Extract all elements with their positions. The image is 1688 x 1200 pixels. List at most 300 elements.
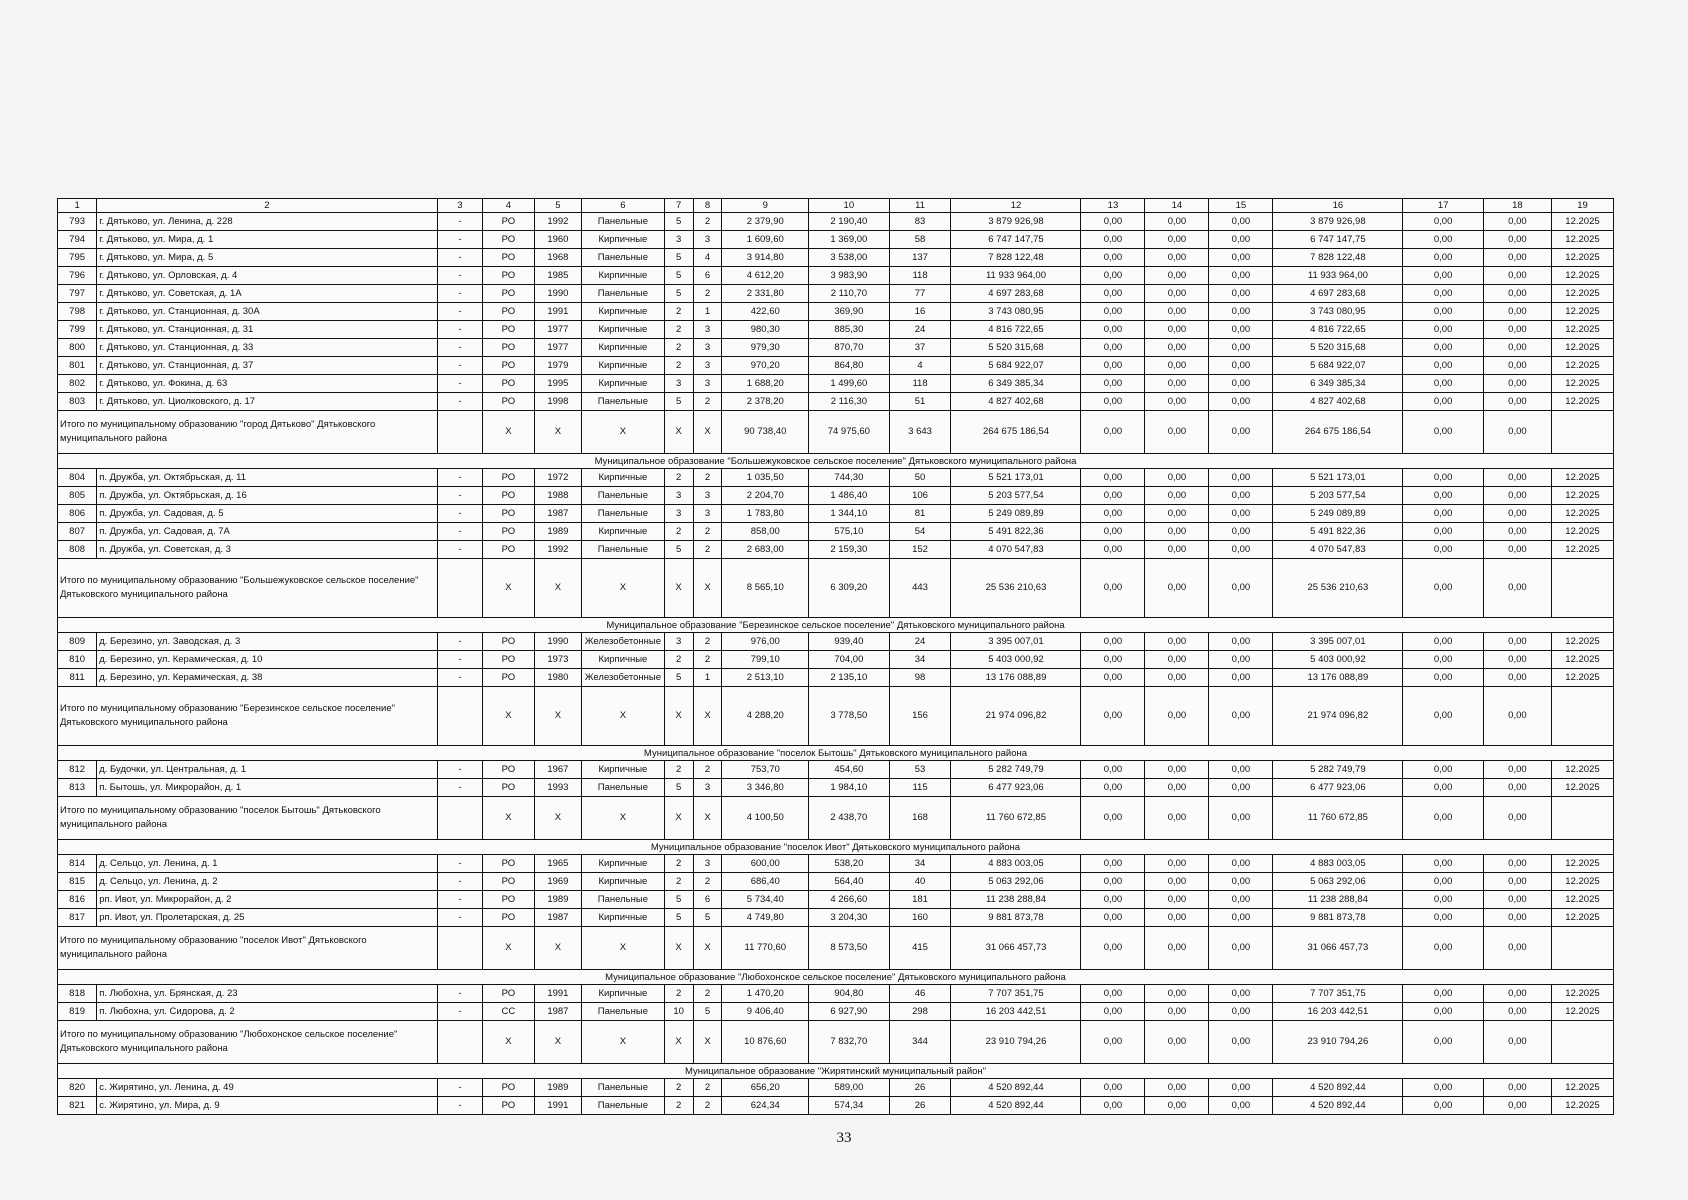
table-cell: 1991 xyxy=(534,303,581,321)
section-heading: Муниципальное образование "поселок Бытошь" Дятьковского муниципального района xyxy=(58,746,1614,761)
column-number: 3 xyxy=(437,199,482,213)
table-cell: 0,00 xyxy=(1145,1003,1209,1021)
table-cell: 4 816 722,65 xyxy=(951,321,1081,339)
table-row xyxy=(58,909,1614,927)
table-cell: 0,00 xyxy=(1145,891,1209,909)
table-cell: 3 983,90 xyxy=(809,267,889,285)
section-heading-row xyxy=(58,454,1614,469)
table-cell: 51 xyxy=(889,393,951,411)
table-cell: - xyxy=(437,873,482,891)
table-cell: 0,00 xyxy=(1403,1097,1483,1115)
subtotal-value: 6 309,20 xyxy=(809,559,889,618)
table-cell: 4 883 003,05 xyxy=(951,855,1081,873)
column-number: 19 xyxy=(1551,199,1613,213)
table-cell: 3 743 080,95 xyxy=(1273,303,1403,321)
table-cell: 744,30 xyxy=(809,469,889,487)
table-cell: 2 xyxy=(664,469,693,487)
table-cell: 50 xyxy=(889,469,951,487)
table-cell: 9 881 873,78 xyxy=(1273,909,1403,927)
table-cell: 137 xyxy=(889,249,951,267)
column-number: 18 xyxy=(1483,199,1551,213)
table-cell: 574,34 xyxy=(809,1097,889,1115)
subtotal-value: 443 xyxy=(889,559,951,618)
table-cell: 0,00 xyxy=(1403,303,1483,321)
not-applicable-mark: X xyxy=(693,411,722,454)
subtotal-value: 0,00 xyxy=(1081,411,1145,454)
table-cell: 0,00 xyxy=(1209,339,1273,357)
not-applicable-mark: X xyxy=(582,559,665,618)
table-cell: РО xyxy=(483,523,535,541)
table-cell: 12.2025 xyxy=(1551,487,1613,505)
table-cell: 11 238 288,84 xyxy=(951,891,1081,909)
table-cell: 3 346,80 xyxy=(722,779,809,797)
table-cell: 816 xyxy=(58,891,97,909)
table-cell xyxy=(1551,1021,1613,1064)
table-cell: 1 035,50 xyxy=(722,469,809,487)
table-cell: 5 xyxy=(664,541,693,559)
table-cell: 600,00 xyxy=(722,855,809,873)
table-cell: 0,00 xyxy=(1145,339,1209,357)
table-row xyxy=(58,1097,1614,1115)
table-cell: 5 xyxy=(664,267,693,285)
table-cell: 1977 xyxy=(534,321,581,339)
table-cell: РО xyxy=(483,985,535,1003)
not-applicable-mark: X xyxy=(582,797,665,840)
table-cell: 152 xyxy=(889,541,951,559)
table-cell: 0,00 xyxy=(1209,393,1273,411)
section-heading-row xyxy=(58,618,1614,633)
table-cell: 0,00 xyxy=(1483,357,1551,375)
table-cell: 0,00 xyxy=(1483,541,1551,559)
table-cell: 1993 xyxy=(534,779,581,797)
table-cell: 0,00 xyxy=(1403,505,1483,523)
table-cell: 1 486,40 xyxy=(809,487,889,505)
table-cell: 3 xyxy=(664,505,693,523)
table-cell: 3 204,30 xyxy=(809,909,889,927)
table-cell: 2 204,70 xyxy=(722,487,809,505)
table-cell: 5 403 000,92 xyxy=(951,651,1081,669)
table-cell: - xyxy=(437,321,482,339)
table-cell: 0,00 xyxy=(1403,487,1483,505)
address-cell: д. Будочки, ул. Центральная, д. 1 xyxy=(97,761,438,779)
table-cell: 0,00 xyxy=(1209,303,1273,321)
table-cell: 2 xyxy=(664,1079,693,1097)
table-cell: РО xyxy=(483,761,535,779)
table-cell: 0,00 xyxy=(1483,505,1551,523)
table-cell: 4 xyxy=(889,357,951,375)
subtotal-value: 0,00 xyxy=(1209,1021,1273,1064)
address-cell: п. Бытошь, ул. Микрорайон, д. 1 xyxy=(97,779,438,797)
table-cell: 5 xyxy=(664,669,693,687)
table-cell: РО xyxy=(483,357,535,375)
table-cell: 799 xyxy=(58,321,97,339)
table-cell: 0,00 xyxy=(1483,855,1551,873)
table-row xyxy=(58,469,1614,487)
table-cell: 2 xyxy=(664,1097,693,1115)
table-cell: 4 266,60 xyxy=(809,891,889,909)
table-cell: 0,00 xyxy=(1403,779,1483,797)
table-cell: 24 xyxy=(889,321,951,339)
table-cell: 1979 xyxy=(534,357,581,375)
subtotal-value: 3 778,50 xyxy=(809,687,889,746)
table-cell: РО xyxy=(483,303,535,321)
table-cell: 181 xyxy=(889,891,951,909)
table-cell: 16 203 442,51 xyxy=(1273,1003,1403,1021)
table-cell: 0,00 xyxy=(1209,469,1273,487)
subtotal-value: 0,00 xyxy=(1145,927,1209,970)
table-cell: 0,00 xyxy=(1483,469,1551,487)
table-cell: 0,00 xyxy=(1145,541,1209,559)
table-cell: 0,00 xyxy=(1081,1097,1145,1115)
table-row xyxy=(58,855,1614,873)
subtotal-value: 0,00 xyxy=(1209,411,1273,454)
table-cell: 0,00 xyxy=(1145,393,1209,411)
table-cell: 0,00 xyxy=(1403,213,1483,231)
table-cell: 12.2025 xyxy=(1551,375,1613,393)
table-cell: 2 513,10 xyxy=(722,669,809,687)
table-cell: 12.2025 xyxy=(1551,909,1613,927)
table-cell: 0,00 xyxy=(1483,761,1551,779)
subtotal-value: 31 066 457,73 xyxy=(1273,927,1403,970)
table-cell: 589,00 xyxy=(809,1079,889,1097)
table-cell: 5 520 315,68 xyxy=(1273,339,1403,357)
table-cell: 1985 xyxy=(534,267,581,285)
table-cell: 4 520 892,44 xyxy=(1273,1079,1403,1097)
table-cell: 0,00 xyxy=(1403,541,1483,559)
not-applicable-mark: X xyxy=(693,927,722,970)
table-cell: - xyxy=(437,469,482,487)
table-cell: 4 883 003,05 xyxy=(1273,855,1403,873)
column-number: 4 xyxy=(483,199,535,213)
address-cell: д. Березино, ул. Керамическая, д. 38 xyxy=(97,669,438,687)
table-row xyxy=(58,321,1614,339)
table-cell: 656,20 xyxy=(722,1079,809,1097)
section-heading: Муниципальное образование "Большежуковское сельское поселение" Дятьковского муниципального района xyxy=(58,454,1614,469)
table-cell: 538,20 xyxy=(809,855,889,873)
table-cell: 40 xyxy=(889,873,951,891)
table-row xyxy=(58,891,1614,909)
table-cell: 3 395 007,01 xyxy=(951,633,1081,651)
table-cell: РО xyxy=(483,505,535,523)
table-cell: 0,00 xyxy=(1145,357,1209,375)
table-cell: 0,00 xyxy=(1209,651,1273,669)
table-cell: 0,00 xyxy=(1403,231,1483,249)
table-cell: 0,00 xyxy=(1081,985,1145,1003)
subtotal-value: 0,00 xyxy=(1145,797,1209,840)
table-cell: 0,00 xyxy=(1209,669,1273,687)
table-cell: 2 xyxy=(693,1079,722,1097)
table-cell: Кирпичные xyxy=(582,651,665,669)
table-cell: 115 xyxy=(889,779,951,797)
table-cell: 9 406,40 xyxy=(722,1003,809,1021)
table-cell: 976,00 xyxy=(722,633,809,651)
not-applicable-mark: X xyxy=(483,411,535,454)
table-cell: 802 xyxy=(58,375,97,393)
subtotal-value: 0,00 xyxy=(1483,411,1551,454)
table-cell: 0,00 xyxy=(1403,393,1483,411)
table-cell: 0,00 xyxy=(1483,985,1551,1003)
subtotal-value: 25 536 210,63 xyxy=(1273,559,1403,618)
table-cell: 81 xyxy=(889,505,951,523)
table-row xyxy=(58,1079,1614,1097)
table-cell: 1989 xyxy=(534,523,581,541)
table-cell: 298 xyxy=(889,1003,951,1021)
table-cell: 1 688,20 xyxy=(722,375,809,393)
table-cell: 0,00 xyxy=(1081,339,1145,357)
table-cell: РО xyxy=(483,213,535,231)
subtotal-value: 0,00 xyxy=(1403,1021,1483,1064)
table-cell xyxy=(437,411,482,454)
subtotal-label: Итого по муниципальному образованию "Любохонское сельское поселение" Дятьковского муниципального района xyxy=(58,1021,438,1064)
not-applicable-mark: X xyxy=(483,797,535,840)
subtotal-value: 0,00 xyxy=(1081,927,1145,970)
table-cell: Панельные xyxy=(582,1079,665,1097)
table-cell: 0,00 xyxy=(1081,285,1145,303)
table-cell: 797 xyxy=(58,285,97,303)
table-cell: 12.2025 xyxy=(1551,855,1613,873)
address-cell: г. Дятьково, ул. Станционная, д. 37 xyxy=(97,357,438,375)
table-cell: 4 520 892,44 xyxy=(951,1097,1081,1115)
table-cell: 794 xyxy=(58,231,97,249)
table-cell: 12.2025 xyxy=(1551,339,1613,357)
table-cell: 3 538,00 xyxy=(809,249,889,267)
subtotal-row xyxy=(58,559,1614,618)
address-cell: д. Сельцо, ул. Ленина, д. 1 xyxy=(97,855,438,873)
address-cell: г. Дятьково, ул. Станционная, д. 33 xyxy=(97,339,438,357)
table-cell: - xyxy=(437,1097,482,1115)
table-cell: - xyxy=(437,393,482,411)
not-applicable-mark: X xyxy=(582,411,665,454)
table-cell: 0,00 xyxy=(1081,669,1145,687)
table-cell: 1 xyxy=(693,669,722,687)
table-cell: 0,00 xyxy=(1209,541,1273,559)
table-cell: 904,80 xyxy=(809,985,889,1003)
table-cell: РО xyxy=(483,487,535,505)
table-cell: 1989 xyxy=(534,891,581,909)
table-cell: Кирпичные xyxy=(582,375,665,393)
table-cell: 1 609,60 xyxy=(722,231,809,249)
subtotal-value: 2 438,70 xyxy=(809,797,889,840)
table-cell: 0,00 xyxy=(1145,1079,1209,1097)
column-number: 17 xyxy=(1403,199,1483,213)
table-cell: 4 070 547,83 xyxy=(951,541,1081,559)
table-cell: 0,00 xyxy=(1483,487,1551,505)
table-cell: 0,00 xyxy=(1209,633,1273,651)
table-cell: 0,00 xyxy=(1483,891,1551,909)
subtotal-value: 90 738,40 xyxy=(722,411,809,454)
subtotal-value: 0,00 xyxy=(1145,687,1209,746)
table-row xyxy=(58,505,1614,523)
table-cell: 0,00 xyxy=(1081,523,1145,541)
table-cell: - xyxy=(437,487,482,505)
table-cell: 0,00 xyxy=(1403,249,1483,267)
not-applicable-mark: X xyxy=(582,927,665,970)
subtotal-value: 11 760 672,85 xyxy=(1273,797,1403,840)
address-cell: п. Дружба, ул. Октябрьская, д. 11 xyxy=(97,469,438,487)
table-cell: 5 403 000,92 xyxy=(1273,651,1403,669)
table-cell: 803 xyxy=(58,393,97,411)
table-cell: 0,00 xyxy=(1403,891,1483,909)
table-cell: 118 xyxy=(889,375,951,393)
not-applicable-mark: X xyxy=(693,797,722,840)
table-cell: 0,00 xyxy=(1081,761,1145,779)
subtotal-value: 156 xyxy=(889,687,951,746)
table-cell: 798 xyxy=(58,303,97,321)
table-cell: Кирпичные xyxy=(582,909,665,927)
table-cell: 0,00 xyxy=(1145,669,1209,687)
table-cell: 2 379,90 xyxy=(722,213,809,231)
table-row xyxy=(58,669,1614,687)
table-cell: 3 743 080,95 xyxy=(951,303,1081,321)
table-cell: 5 249 089,89 xyxy=(951,505,1081,523)
table-cell: 3 xyxy=(664,375,693,393)
subtotal-value: 0,00 xyxy=(1403,411,1483,454)
address-cell: рп. Ивот, ул. Пролетарская, д. 25 xyxy=(97,909,438,927)
table-cell: 2 xyxy=(664,855,693,873)
subtotal-value: 0,00 xyxy=(1081,687,1145,746)
table-cell: 12.2025 xyxy=(1551,231,1613,249)
table-cell: - xyxy=(437,633,482,651)
table-cell: РО xyxy=(483,267,535,285)
column-number: 9 xyxy=(722,199,809,213)
page-number: 33 xyxy=(836,1130,852,1146)
table-cell: 0,00 xyxy=(1403,669,1483,687)
table-cell: 2 683,00 xyxy=(722,541,809,559)
table-cell xyxy=(437,559,482,618)
table-cell: 369,90 xyxy=(809,303,889,321)
table-cell: 0,00 xyxy=(1403,375,1483,393)
table-cell: 0,00 xyxy=(1081,1003,1145,1021)
table-cell: 1990 xyxy=(534,633,581,651)
table-cell: 0,00 xyxy=(1145,909,1209,927)
table-cell: 12.2025 xyxy=(1551,285,1613,303)
table-cell: Кирпичные xyxy=(582,761,665,779)
subtotal-value: 31 066 457,73 xyxy=(951,927,1081,970)
address-cell: г. Дятьково, ул. Орловская, д. 4 xyxy=(97,267,438,285)
table-cell: РО xyxy=(483,469,535,487)
table-cell: РО xyxy=(483,249,535,267)
table-cell: 5 xyxy=(664,213,693,231)
table-cell: 0,00 xyxy=(1403,321,1483,339)
table-cell: 0,00 xyxy=(1145,779,1209,797)
subtotal-value: 8 573,50 xyxy=(809,927,889,970)
table-cell: 801 xyxy=(58,357,97,375)
table-cell: 0,00 xyxy=(1483,213,1551,231)
subtotal-value: 0,00 xyxy=(1483,927,1551,970)
table-cell: 979,30 xyxy=(722,339,809,357)
column-number: 13 xyxy=(1081,199,1145,213)
table-cell: 0,00 xyxy=(1209,761,1273,779)
table-cell: 0,00 xyxy=(1081,213,1145,231)
table-cell: 1 984,10 xyxy=(809,779,889,797)
table-cell: 4 749,80 xyxy=(722,909,809,927)
table-cell: 0,00 xyxy=(1483,231,1551,249)
table-cell: 12.2025 xyxy=(1551,1097,1613,1115)
table-cell: 160 xyxy=(889,909,951,927)
table-cell: 1988 xyxy=(534,487,581,505)
table-cell: 2 xyxy=(693,393,722,411)
table-cell: 12.2025 xyxy=(1551,891,1613,909)
table-cell: 12.2025 xyxy=(1551,321,1613,339)
table-row xyxy=(58,357,1614,375)
table-row xyxy=(58,985,1614,1003)
table-cell: 0,00 xyxy=(1145,873,1209,891)
table-cell: 4 697 283,68 xyxy=(1273,285,1403,303)
subtotal-value: 0,00 xyxy=(1483,1021,1551,1064)
table-cell: 4 612,20 xyxy=(722,267,809,285)
table-cell: Кирпичные xyxy=(582,985,665,1003)
table-cell: 808 xyxy=(58,541,97,559)
table-cell: РО xyxy=(483,855,535,873)
table-cell: 2 xyxy=(664,873,693,891)
table-cell: 2 xyxy=(693,761,722,779)
table-cell: 0,00 xyxy=(1483,633,1551,651)
table-cell: 1969 xyxy=(534,873,581,891)
table-cell: 870,70 xyxy=(809,339,889,357)
table-cell: 980,30 xyxy=(722,321,809,339)
table-cell: 13 176 088,89 xyxy=(951,669,1081,687)
table-cell: 6 xyxy=(693,267,722,285)
table-cell: 6 xyxy=(693,891,722,909)
table-cell: 1989 xyxy=(534,1079,581,1097)
table-cell: 53 xyxy=(889,761,951,779)
table-cell: 0,00 xyxy=(1403,523,1483,541)
subtotal-value: 11 760 672,85 xyxy=(951,797,1081,840)
address-cell: с. Жирятино, ул. Ленина, д. 49 xyxy=(97,1079,438,1097)
table-cell: 106 xyxy=(889,487,951,505)
table-cell: 12.2025 xyxy=(1551,303,1613,321)
table-cell: 0,00 xyxy=(1483,303,1551,321)
table-cell: 5 521 173,01 xyxy=(1273,469,1403,487)
table-row xyxy=(58,285,1614,303)
table-cell: 12.2025 xyxy=(1551,761,1613,779)
table-row xyxy=(58,231,1614,249)
table-cell: 0,00 xyxy=(1403,267,1483,285)
table-cell: 0,00 xyxy=(1209,1097,1273,1115)
table-cell: 804 xyxy=(58,469,97,487)
table-cell: 1998 xyxy=(534,393,581,411)
table-cell: 2 378,20 xyxy=(722,393,809,411)
table-cell: 1968 xyxy=(534,249,581,267)
table-cell: 12.2025 xyxy=(1551,873,1613,891)
table-cell: Панельные xyxy=(582,487,665,505)
table-cell: 2 xyxy=(693,285,722,303)
table-cell: 0,00 xyxy=(1483,669,1551,687)
subtotal-value: 0,00 xyxy=(1483,797,1551,840)
address-cell: п. Любохна, ул. Брянская, д. 23 xyxy=(97,985,438,1003)
address-cell: д. Сельцо, ул. Ленина, д. 2 xyxy=(97,873,438,891)
table-cell: - xyxy=(437,231,482,249)
address-cell: д. Березино, ул. Керамическая, д. 10 xyxy=(97,651,438,669)
table-cell: 3 xyxy=(693,505,722,523)
not-applicable-mark: X xyxy=(664,559,693,618)
not-applicable-mark: X xyxy=(664,687,693,746)
table-cell: 5 491 822,36 xyxy=(1273,523,1403,541)
table-cell: 5 520 315,68 xyxy=(951,339,1081,357)
table-cell: - xyxy=(437,357,482,375)
table-cell: 5 491 822,36 xyxy=(951,523,1081,541)
table-cell: 7 828 122,48 xyxy=(1273,249,1403,267)
table-cell: - xyxy=(437,651,482,669)
table-cell: 6 927,90 xyxy=(809,1003,889,1021)
table-cell: РО xyxy=(483,909,535,927)
address-cell: п. Дружба, ул. Садовая, д. 7А xyxy=(97,523,438,541)
table-cell: - xyxy=(437,891,482,909)
table-cell: 1 783,80 xyxy=(722,505,809,523)
table-cell: 3 xyxy=(664,633,693,651)
not-applicable-mark: X xyxy=(534,797,581,840)
section-heading-row xyxy=(58,746,1614,761)
